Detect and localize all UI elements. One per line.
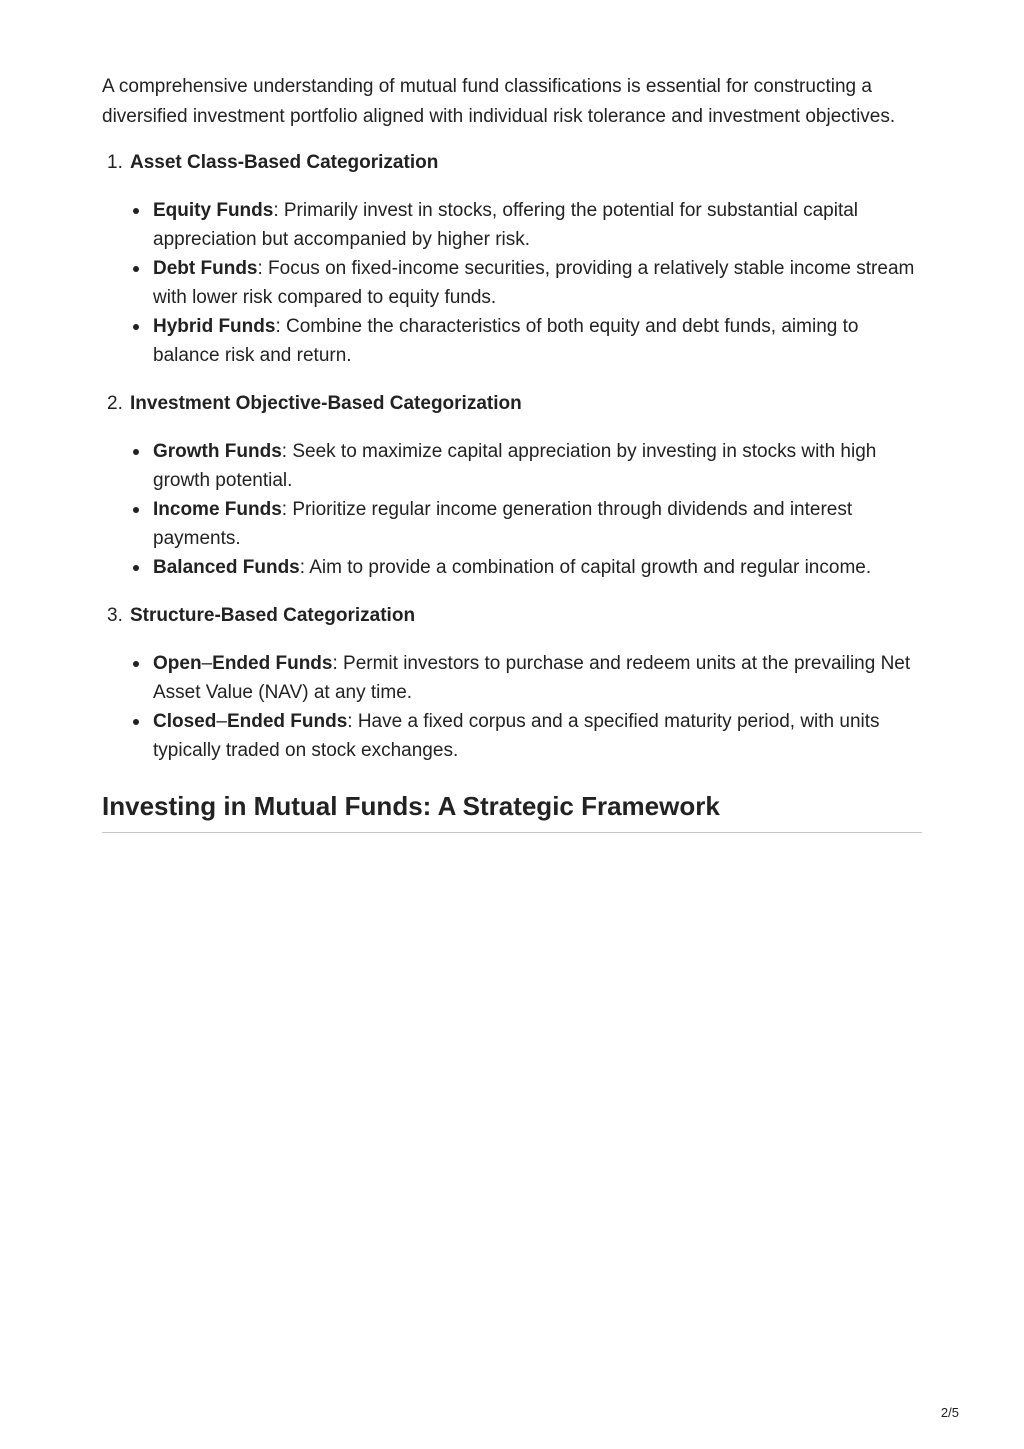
section-title-text: Investment Objective-Based Categorization (130, 393, 522, 414)
item-term-suffix: Ended Funds (212, 653, 333, 674)
section-number: 2. (107, 393, 123, 414)
item-term-prefix: Closed (153, 711, 217, 732)
term-dash: – (216, 711, 227, 732)
section-title-investment-objective (102, 389, 922, 418)
section-number: 3. (107, 605, 123, 626)
item-term-suffix: Ended Funds (226, 711, 348, 732)
item-term: Hybrid Funds (153, 316, 276, 337)
asset-class-list (102, 196, 922, 370)
item-description: : Primarily invest in stocks, offering the potential for substantial capital appreciation but accompanied by higher risk. (153, 200, 859, 250)
bullet-icon (133, 507, 139, 513)
section-title-asset-class (102, 148, 922, 177)
item-description: : Focus on fixed-income securities, providing a relatively stable income stream with lower risk compared to equity funds. (153, 258, 915, 308)
item-description: : Combine the characteristics of both equity and debt funds, aiming to balance risk and return. (153, 316, 859, 366)
bullet-icon (133, 661, 139, 667)
item-description: : Seek to maximize capital appreciation by investing in stocks with high growth potential. (153, 441, 877, 491)
section-title-text: Structure-Based Categorization (130, 605, 416, 626)
intro-paragraph: A comprehensive understanding of mutual fund classifications is essential for constructing a diversified investment portfolio aligned with individual risk tolerance and investment objectives. (102, 76, 896, 127)
item-term: Balanced Funds (153, 557, 300, 578)
term-dash: – (201, 653, 213, 674)
item-description: : Have a fixed corpus and a specified maturity period, with units typically traded on stock exchanges. (153, 711, 880, 761)
bullet-icon (133, 449, 139, 455)
list-item (153, 553, 922, 582)
list-item (153, 254, 922, 312)
list-item (153, 196, 922, 254)
list-item (153, 495, 922, 553)
section-heading: Investing in Mutual Funds: A Strategic Framework (102, 789, 922, 833)
bullet-icon (133, 719, 139, 725)
document-body (102, 72, 922, 833)
page-number: 2/5 (940, 1405, 959, 1420)
list-item (153, 312, 922, 370)
item-description: : Permit investors to purchase and redeem units at the prevailing Net Asset Value (NAV) at any time. (153, 653, 911, 703)
item-term: Growth Funds (153, 441, 282, 462)
bullet-icon (133, 266, 139, 272)
section-title-structure (102, 601, 922, 630)
list-item (153, 437, 922, 495)
list-item (153, 649, 922, 707)
bullet-icon (133, 565, 139, 571)
section-number: 1. (107, 152, 123, 173)
investment-objective-list (102, 437, 922, 582)
item-term: Debt Funds (153, 258, 258, 279)
section-title-text: Asset Class-Based Categorization (130, 152, 439, 173)
bullet-icon (133, 208, 139, 214)
item-description: : Aim to provide a combination of capital growth and regular income. (299, 557, 872, 578)
item-description: : Prioritize regular income generation through dividends and interest payments. (153, 499, 853, 549)
item-term: Income Funds (153, 499, 282, 520)
bullet-icon (133, 324, 139, 330)
item-term: Equity Funds (153, 200, 274, 221)
structure-list (102, 649, 922, 765)
list-item (153, 707, 922, 765)
item-term-prefix: Open (153, 653, 202, 674)
